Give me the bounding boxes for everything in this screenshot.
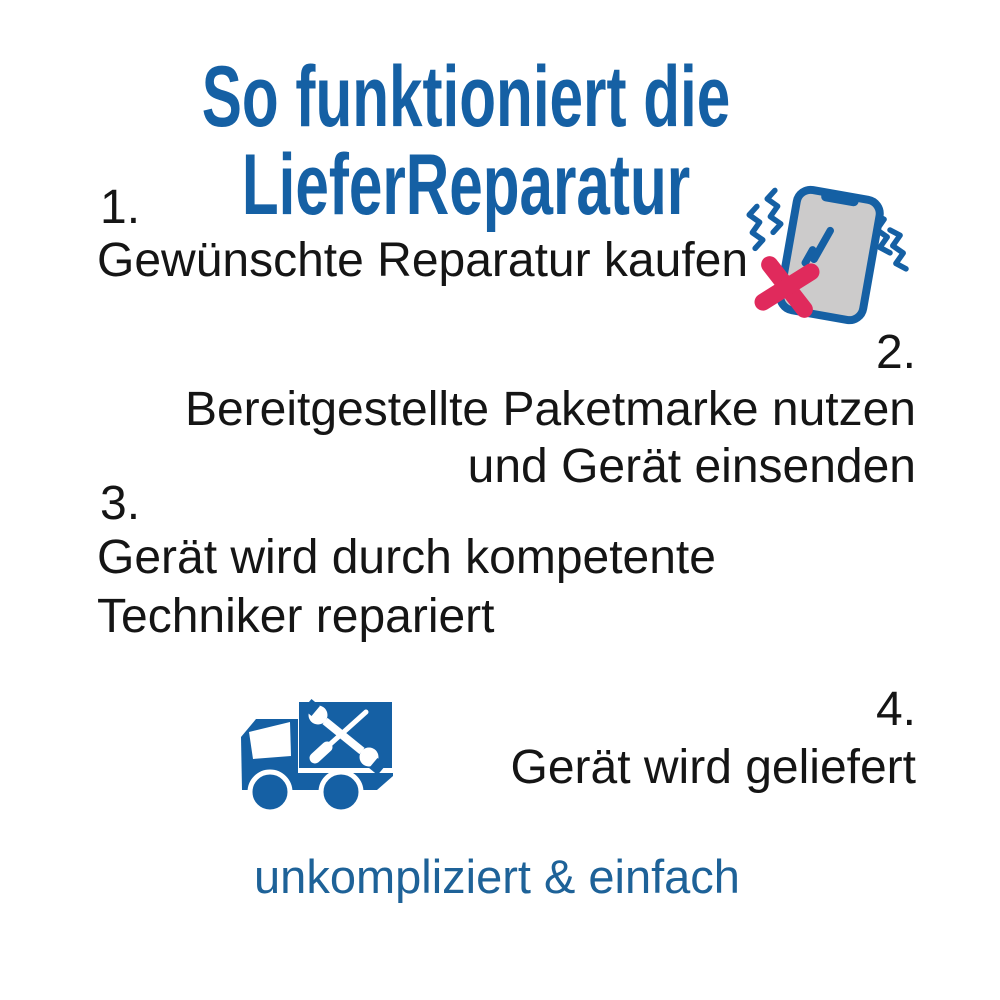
step-3-text — [97, 528, 716, 646]
step-2 — [185, 324, 916, 495]
step-2-text-line-1: Bereitgestellte Paketmarke nutzen — [184, 383, 916, 436]
step-4 — [511, 681, 917, 797]
title-line-2: LieferReparatur — [241, 137, 691, 233]
step-3-text-line-1: Gerät wird durch kompetente — [97, 531, 716, 584]
truck-front-wheel-icon — [250, 772, 290, 812]
step-2-text-line-2: und Gerät einsenden — [467, 440, 916, 493]
step-2-number: 2. — [875, 326, 916, 379]
step-4-number: 4. — [875, 683, 916, 736]
page-title — [140, 49, 792, 233]
tagline: unkompliziert & einfach — [254, 850, 740, 903]
step-3-text-line-2: Techniker repariert — [97, 590, 495, 643]
truck-rear-wheel-icon — [321, 772, 361, 812]
step-1-number: 1. — [100, 181, 141, 234]
step-4-text-line-1: Gerät wird geliefert — [510, 741, 916, 794]
step-1-text: Gewünschte Reparatur kaufen — [97, 234, 749, 287]
title-line-1: So funktioniert die — [201, 49, 731, 145]
step-3-number: 3. — [100, 477, 141, 530]
repair-truck-icon — [226, 688, 401, 818]
